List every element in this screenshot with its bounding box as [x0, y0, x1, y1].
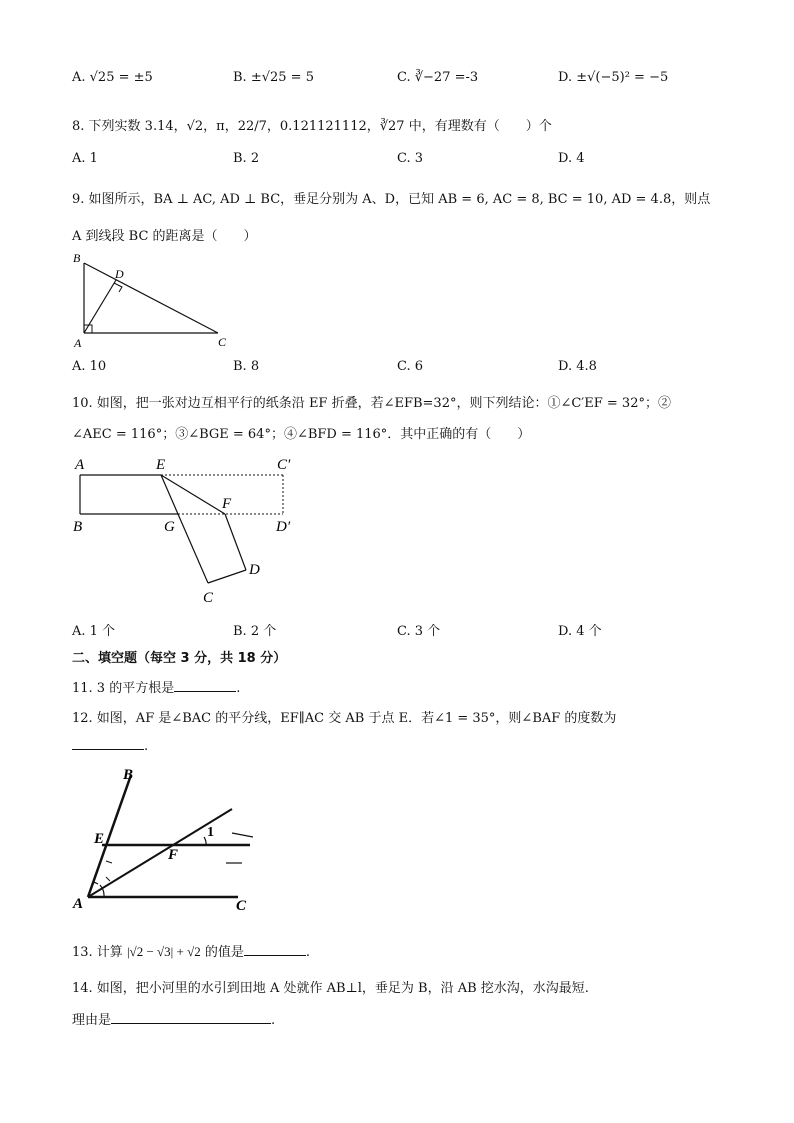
- q12-label-a: A: [73, 896, 84, 912]
- q7-option-c: C. ∛−27 =-3: [397, 70, 479, 85]
- q11-text: 11. 3 的平方根是: [72, 681, 175, 696]
- q12-angle-bisector-figure: [70, 765, 260, 913]
- q9-label-c: C: [218, 335, 227, 349]
- q12-label-b: B: [123, 767, 134, 783]
- q9-option-c: C. 6: [397, 359, 424, 374]
- q12-label-c: C: [236, 898, 247, 913]
- q13-prefix: 13. 计算: [72, 945, 123, 960]
- q12-label-f: F: [168, 847, 179, 863]
- q10-label-a: A: [75, 457, 85, 473]
- q10-label-d: D: [249, 562, 260, 578]
- q10-label-b: B: [73, 519, 83, 535]
- q10-label-d-prime: D′: [276, 519, 291, 535]
- q10-option-c: C. 3 个: [397, 624, 441, 639]
- section-2-heading: 二、填空题（每空 3 分，共 18 分）: [72, 651, 287, 666]
- q12-line2: .: [72, 737, 148, 754]
- q10-label-g: G: [164, 519, 175, 535]
- q9-label-d: D: [115, 267, 124, 281]
- q13-answer-blank[interactable]: [244, 943, 306, 956]
- q9-line1: 9. 如图所示，BA ⊥ AC, AD ⊥ BC，垂足分别为 A、D，已知 AB = 6, AC = 8, BC = 10, AD = 4.8，则点: [72, 192, 711, 207]
- q8-option-d: D. 4: [558, 151, 585, 166]
- q9-label-b: B: [73, 251, 81, 265]
- q12-label-e: E: [94, 831, 105, 847]
- q7-option-d: D. ±√(−5)² = −5: [558, 70, 669, 85]
- q13-expression: |√2 − √3| + √2: [126, 944, 201, 959]
- q9-option-a: A. 10: [72, 359, 107, 374]
- q14-answer-blank[interactable]: [111, 1011, 271, 1024]
- q11-stem: 11. 3 的平方根是 .: [72, 681, 241, 696]
- q10-label-c-prime: C′: [277, 457, 291, 473]
- q10-option-d: D. 4 个: [558, 624, 602, 639]
- q11-answer-blank[interactable]: [174, 679, 236, 692]
- q10-label-f: F: [222, 496, 232, 512]
- q9-label-a: A: [74, 336, 82, 350]
- q13-stem: 13. 计算 |√2 − √3| + √2 的值是 .: [72, 944, 311, 960]
- q9-option-b: B. 8: [233, 359, 260, 374]
- q8-option-b: B. 2: [233, 151, 260, 166]
- q10-line2: ∠AEC = 116°；③∠BGE = 64°；④∠BFD = 116°．其中正确的有（ ）: [72, 427, 531, 442]
- q9-line2: A 到线段 BC 的距离是（ ）: [72, 229, 257, 244]
- q7-option-b: B. ±√25 = 5: [233, 70, 314, 85]
- q9-triangle-figure: [70, 248, 240, 350]
- q10-option-a: A. 1 个: [72, 624, 116, 639]
- q12-line1: 12. 如图，AF 是∠BAC 的平分线，EF∥AC 交 AB 于点 E．若∠1 = 35°，则∠BAF 的度数为: [72, 711, 617, 726]
- q10-option-b: B. 2 个: [233, 624, 277, 639]
- q10-label-e: E: [156, 457, 166, 473]
- q12-answer-blank[interactable]: [72, 737, 144, 750]
- q14-line1: 14. 如图，把小河里的水引到田地 A 处就作 AB⊥l，垂足为 B，沿 AB 挖水沟，水沟最短.: [72, 981, 589, 996]
- q8-option-c: C. 3: [397, 151, 424, 166]
- q12-label-angle-1: 1: [207, 825, 214, 840]
- q13-suffix: 的值是: [204, 945, 244, 960]
- q10-label-c: C: [203, 590, 214, 606]
- q10-line1: 10. 如图，把一张对边互相平行的纸条沿 EF 折叠，若∠EFB=32°，则下列结论：①∠C′EF = 32°；②: [72, 396, 671, 411]
- q10-folded-strip-figure: [70, 452, 310, 608]
- q8-stem: 8. 下列实数 3.14，√2，π，22/7，0.121121112，∛27 中，有理数有（ ）个: [72, 119, 552, 134]
- q8-option-a: A. 1: [72, 151, 98, 166]
- q14-line2: 理由是 .: [72, 1013, 276, 1028]
- q9-option-d: D. 4.8: [558, 359, 597, 374]
- q14-reason-label: 理由是: [72, 1013, 112, 1028]
- q7-option-a: A. √25 = ±5: [72, 70, 153, 85]
